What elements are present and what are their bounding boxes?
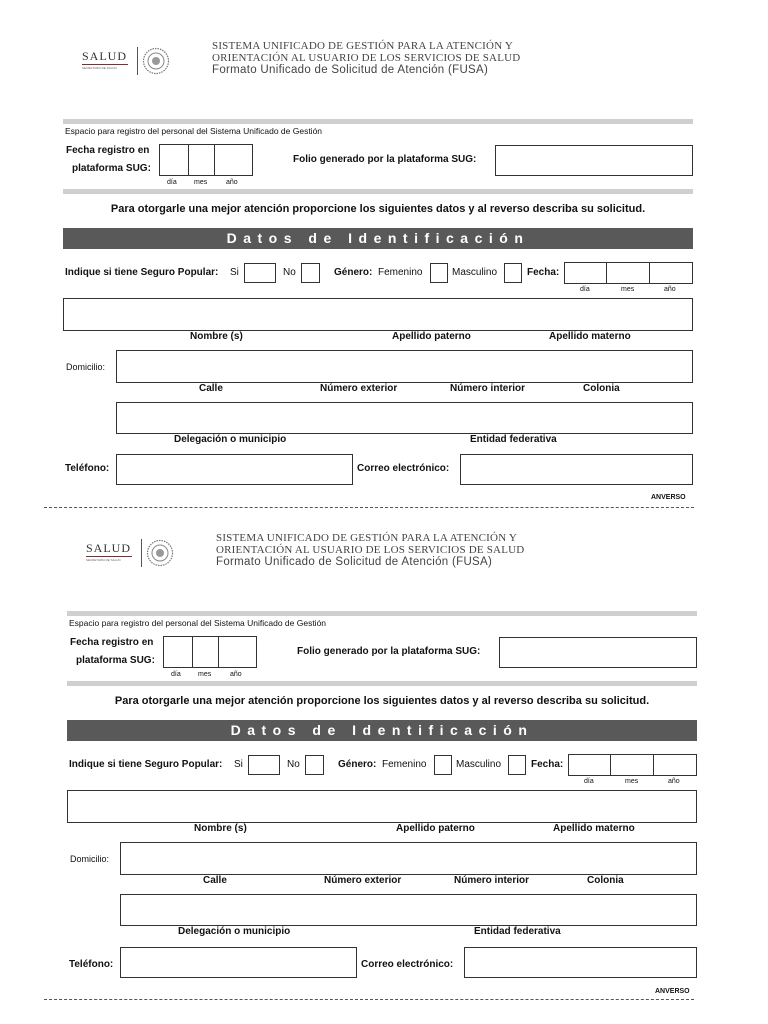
- si-checkbox[interactable]: [248, 755, 280, 775]
- fecha-registro-label-1: Fecha registro en: [70, 637, 154, 648]
- masculino-label: Masculino: [452, 267, 498, 278]
- fecha-registro-label-2: plataforma SUG:: [72, 163, 151, 174]
- correo-input[interactable]: [460, 454, 693, 485]
- folio-input[interactable]: [495, 145, 693, 176]
- entidad-label: Entidad federativa: [474, 926, 561, 937]
- section-title: Datos de Identificación: [67, 720, 697, 741]
- masculino-label: Masculino: [456, 759, 502, 770]
- correo-label: Correo electrónico:: [357, 463, 450, 474]
- genero-label: Género:: [338, 759, 377, 770]
- registro-mes-label: mes: [198, 671, 212, 678]
- apellido-materno-label: Apellido materno: [549, 331, 631, 342]
- domicilio-label: Domicilio:: [70, 854, 110, 864]
- si-label: Si: [230, 267, 239, 278]
- registro-anio-label: año: [226, 179, 238, 186]
- folio-label: Folio generado por la plataforma SUG:: [293, 154, 477, 165]
- masculino-checkbox[interactable]: [508, 755, 526, 775]
- entidad-label: Entidad federativa: [470, 434, 557, 445]
- telefono-input[interactable]: [120, 947, 357, 978]
- mexico-seal-icon: [146, 539, 174, 567]
- nombre-label: Nombre (s): [194, 823, 247, 834]
- colonia-label: Colonia: [587, 875, 624, 886]
- domicilio-label: Domicilio:: [66, 362, 106, 372]
- fecha-dia-label: día: [580, 286, 590, 293]
- fecha-mes-label: mes: [625, 778, 639, 785]
- si-label: Si: [234, 759, 243, 770]
- fecha-dia-input[interactable]: [564, 262, 607, 284]
- registro-anio-label: año: [230, 671, 242, 678]
- delegacion-input[interactable]: [116, 402, 693, 434]
- header-subtitle: Formato Unificado de Solicitud de Atención (FUSA): [212, 64, 489, 76]
- femenino-checkbox[interactable]: [430, 263, 448, 283]
- logo-salud-text: SALUD: [82, 49, 128, 63]
- registro-mes-label: mes: [194, 179, 208, 186]
- registro-anio-input[interactable]: [214, 144, 253, 176]
- telefono-label: Teléfono:: [69, 959, 114, 970]
- seguro-popular-label: Indique si tiene Seguro Popular:: [69, 759, 223, 770]
- fecha-mes-label: mes: [621, 286, 635, 293]
- title-line-2: ORIENTACIÓN AL USUARIO DE LOS SERVICIOS DE SALUD: [216, 544, 525, 556]
- header-subtitle: Formato Unificado de Solicitud de Atención (FUSA): [216, 556, 493, 568]
- genero-label: Género:: [334, 267, 373, 278]
- numero-interior-label: Número interior: [450, 383, 526, 394]
- registro-anio-input[interactable]: [218, 636, 257, 668]
- masculino-checkbox[interactable]: [504, 263, 522, 283]
- no-label: No: [283, 267, 296, 278]
- nombre-input[interactable]: [67, 790, 697, 823]
- registro-mes-input[interactable]: [192, 636, 219, 668]
- fecha-registro-label-2: plataforma SUG:: [76, 655, 155, 666]
- telefono-input[interactable]: [116, 454, 353, 485]
- no-checkbox[interactable]: [301, 263, 320, 283]
- telefono-label: Teléfono:: [65, 463, 110, 474]
- registro-mes-input[interactable]: [188, 144, 215, 176]
- folio-input[interactable]: [499, 637, 697, 668]
- fecha-dia-input[interactable]: [568, 754, 611, 776]
- salud-logo: [82, 46, 178, 76]
- apellido-paterno-label: Apellido paterno: [392, 331, 471, 342]
- fecha-label: Fecha:: [531, 759, 564, 770]
- fecha-anio-label: año: [668, 778, 680, 785]
- fecha-registro-label-1: Fecha registro en: [66, 145, 150, 156]
- colonia-label: Colonia: [583, 383, 620, 394]
- registro-dia-label: día: [167, 179, 177, 186]
- section-title: Datos de Identificación: [63, 228, 693, 249]
- domicilio-input[interactable]: [120, 842, 697, 875]
- delegacion-label: Delegación o municipio: [178, 926, 291, 937]
- calle-label: Calle: [203, 875, 227, 886]
- form-copy-2: [4, 492, 768, 995]
- fecha-anio-input[interactable]: [653, 754, 697, 776]
- registro-dia-input[interactable]: [159, 144, 189, 176]
- femenino-label: Femenino: [378, 267, 423, 278]
- nombre-label: Nombre (s): [190, 331, 243, 342]
- mexico-seal-icon: [142, 47, 170, 75]
- numero-exterior-label: Número exterior: [324, 875, 402, 886]
- calle-label: Calle: [199, 383, 223, 394]
- fecha-anio-input[interactable]: [649, 262, 693, 284]
- divider-bar: [67, 681, 697, 686]
- title-line-2: ORIENTACIÓN AL USUARIO DE LOS SERVICIOS DE SALUD: [212, 52, 521, 64]
- correo-input[interactable]: [464, 947, 697, 978]
- correo-label: Correo electrónico:: [361, 959, 454, 970]
- fecha-mes-input[interactable]: [606, 262, 650, 284]
- header-title: [216, 532, 524, 568]
- apellido-materno-label: Apellido materno: [553, 823, 635, 834]
- registry-note: Espacio para registro del personal del Sistema Unificado de Gestión: [69, 618, 327, 628]
- registro-dia-input[interactable]: [163, 636, 193, 668]
- instruction-text: Para otorgarle una mejor atención proporcione los siguientes datos y al reverso describa su solicitud.: [110, 203, 646, 215]
- form-copy-1: [0, 0, 768, 500]
- logo-subtext: SECRETARÍA DE SALUD: [82, 66, 117, 70]
- seguro-popular-label: Indique si tiene Seguro Popular:: [65, 267, 219, 278]
- no-label: No: [287, 759, 300, 770]
- fecha-mes-input[interactable]: [610, 754, 654, 776]
- header-title: [212, 40, 520, 76]
- fecha-dia-label: día: [584, 778, 594, 785]
- divider-bar: [63, 119, 693, 124]
- delegacion-label: Delegación o municipio: [174, 434, 287, 445]
- anverso-label: ANVERSO: [655, 988, 690, 995]
- salud-logo: [86, 538, 182, 568]
- apellido-paterno-label: Apellido paterno: [396, 823, 475, 834]
- domicilio-input[interactable]: [116, 350, 693, 383]
- registry-note: Espacio para registro del personal del Sistema Unificado de Gestión: [65, 126, 323, 136]
- title-line-1: SISTEMA UNIFICADO DE GESTIÓN PARA LA ATENCIÓN Y: [216, 532, 518, 544]
- title-line-1: SISTEMA UNIFICADO DE GESTIÓN PARA LA ATENCIÓN Y: [212, 40, 514, 52]
- si-checkbox[interactable]: [244, 263, 276, 283]
- fecha-anio-label: año: [664, 286, 676, 293]
- femenino-checkbox[interactable]: [434, 755, 452, 775]
- instruction-text: Para otorgarle una mejor atención proporcione los siguientes datos y al reverso describa su solicitud.: [114, 695, 650, 707]
- divider-bar: [67, 611, 697, 616]
- no-checkbox[interactable]: [305, 755, 324, 775]
- fecha-label: Fecha:: [527, 267, 560, 278]
- logo-subtext: SECRETARÍA DE SALUD: [86, 558, 121, 562]
- divider-bar: [63, 189, 693, 194]
- femenino-label: Femenino: [382, 759, 427, 770]
- numero-exterior-label: Número exterior: [320, 383, 398, 394]
- numero-interior-label: Número interior: [454, 875, 530, 886]
- folio-label: Folio generado por la plataforma SUG:: [297, 646, 481, 657]
- registro-dia-label: día: [171, 671, 181, 678]
- anverso-label: ANVERSO: [651, 494, 686, 501]
- cut-line: [44, 999, 694, 1000]
- delegacion-input[interactable]: [120, 894, 697, 926]
- nombre-input[interactable]: [63, 298, 693, 331]
- logo-salud-text: SALUD: [86, 541, 132, 555]
